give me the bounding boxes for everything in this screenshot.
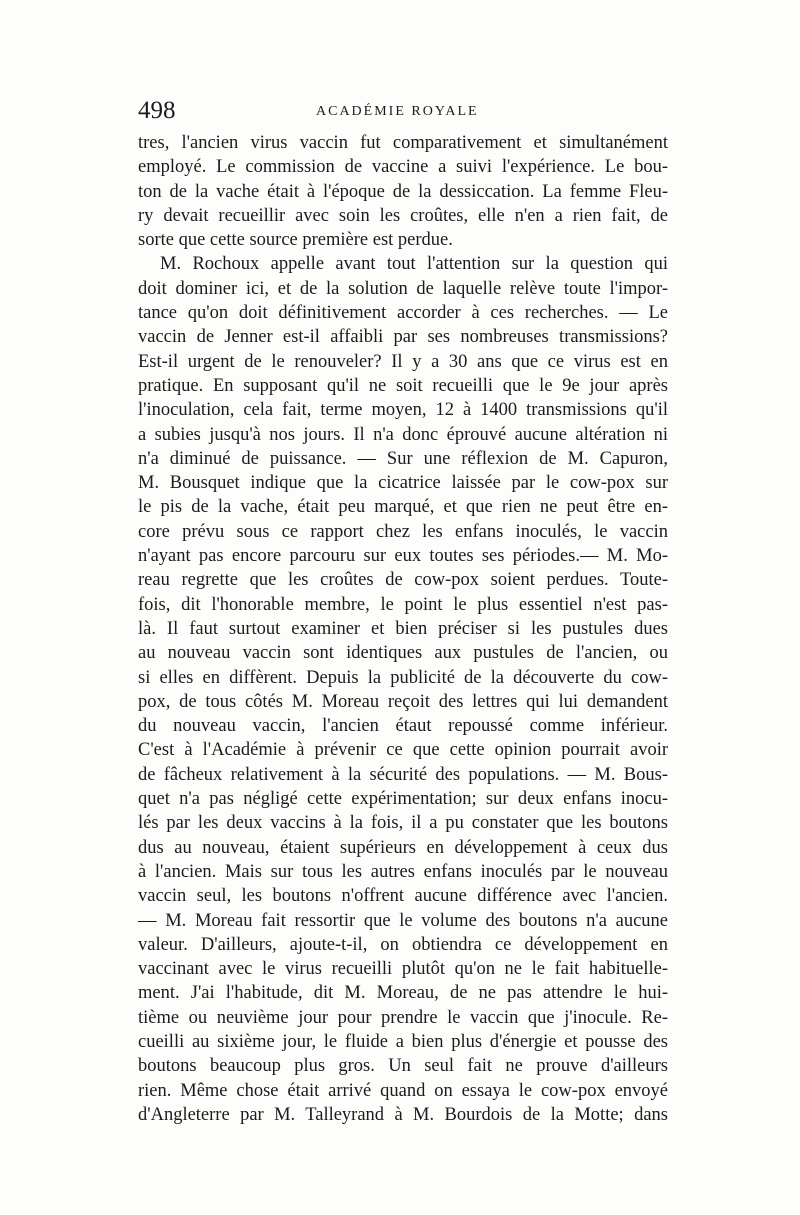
text-line: doit dominer ici, et de la solution de laquelle relève toute l'impor- xyxy=(138,278,668,299)
text-line: au nouveau vaccin sont identiques aux pustules de l'ancien, ou xyxy=(138,643,668,664)
text-line: boutons beaucoup plus gros. Un seul fait ne prouve d'ailleurs xyxy=(138,1056,668,1077)
text-line: fois, dit l'honorable membre, le point le plus essentiel n'est pas- xyxy=(138,594,668,615)
text-line: vaccin de Jenner est-il affaibli par ses nombreuses transmissions? xyxy=(138,327,668,348)
body-text xyxy=(138,131,668,1127)
text-line: employé. Le commission de vaccine a suivi l'expérience. Le bou- xyxy=(138,157,668,178)
text-line: — M. Moreau fait ressortir que le volume des boutons n'a aucune xyxy=(138,910,668,931)
text-line: là. Il faut surtout examiner et bien préciser si les pustules dues xyxy=(138,618,668,639)
text-line: dus au nouveau, étaient supérieurs en développement à ceux dus xyxy=(138,837,668,858)
text-line: le pis de la vache, était peu marqué, et que rien ne peut être en- xyxy=(138,497,668,518)
text-line: à l'ancien. Mais sur tous les autres enfans inoculés par le nouveau xyxy=(138,861,668,882)
text-line: tres, l'ancien virus vaccin fut comparativement et simultanément xyxy=(138,133,668,153)
text-line: Est-il urgent de le renouveler? Il y a 30 ans que ce virus est en xyxy=(138,351,668,372)
text-line: n'ayant pas encore parcouru sur eux toutes ses périodes.— M. Mo- xyxy=(138,546,668,567)
text-line: pox, de tous côtés M. Moreau reçoit des lettres qui lui demandent xyxy=(138,691,668,712)
text-line: lés par les deux vaccins à la fois, il a pu constater que les boutons xyxy=(138,813,668,834)
text-line: vaccinant avec le virus recueilli plutôt qu'on ne le fait habituelle- xyxy=(138,959,668,980)
text-line: d'Angleterre par M. Talleyrand à M. Bourdois de la Motte; dans xyxy=(138,1104,668,1125)
text-line: cueilli au sixième jour, le fluide a bien plus d'énergie et pousse des xyxy=(138,1031,668,1052)
text-line: reau regrette que les croûtes de cow-pox soient perdues. Toute- xyxy=(138,570,668,591)
text-line: quet n'a pas négligé cette expérimentation; sur deux enfans inocu- xyxy=(138,789,668,810)
running-head xyxy=(138,96,668,126)
text-line: vaccin seul, les boutons n'offrent aucune différence avec l'ancien. xyxy=(138,886,668,907)
text-line: M. Bousquet indique que la cicatrice laissée par le cow-pox sur xyxy=(138,473,668,494)
text-line: tance qu'on doit définitivement accorder à ces recherches. — Le xyxy=(138,303,668,324)
text-line: a subies jusqu'à nos jours. Il n'a donc éprouvé aucune altération ni xyxy=(138,424,668,445)
text-line: ton de la vache était à l'époque de la dessiccation. La femme Fleu- xyxy=(138,181,668,202)
text-line: core prévu sous ce rapport chez les enfans inoculés, le vaccin xyxy=(138,521,668,542)
text-line: rien. Même chose était arrivé quand on essaya le cow-pox envoyé xyxy=(138,1080,668,1101)
text-line: de fâcheux relativement à la sécurité des populations. — M. Bous- xyxy=(138,764,668,785)
text-line: M. Rochoux appelle avant tout l'attention sur la question qui xyxy=(160,254,668,275)
text-line: C'est à l'Académie à prévenir ce que cette opinion pourrait avoir xyxy=(138,740,668,761)
text-line: sorte que cette source première est perdue. xyxy=(138,230,453,251)
text-line: ry devait recueillir avec soin les croûtes, elle n'en a rien fait, de xyxy=(138,205,668,226)
page-number: 498 xyxy=(138,97,176,124)
text-line: du nouveau vaccin, l'ancien étaut repoussé comme inférieur. xyxy=(138,716,668,737)
text-line: si elles en diffèrent. Depuis la publicité de la découverte du cow- xyxy=(138,667,668,688)
text-line: valeur. D'ailleurs, ajoute-t-il, on obtiendra ce développement en xyxy=(138,934,668,955)
text-line: ment. J'ai l'habitude, dit M. Moreau, de ne pas attendre le hui- xyxy=(138,983,668,1004)
text-line: tième ou neuvième jour pour prendre le vaccin que j'inocule. Re- xyxy=(138,1007,668,1028)
running-title: ACADÉMIE ROYALE xyxy=(316,104,479,119)
text-line: pratique. En supposant qu'il ne soit recueilli que le 9e jour après xyxy=(138,375,668,396)
text-line: l'inoculation, cela fait, terme moyen, 12 à 1400 transmissions qu'il xyxy=(138,400,668,421)
text-line: n'a diminué de puissance. — Sur une réflexion de M. Capuron, xyxy=(138,448,668,469)
